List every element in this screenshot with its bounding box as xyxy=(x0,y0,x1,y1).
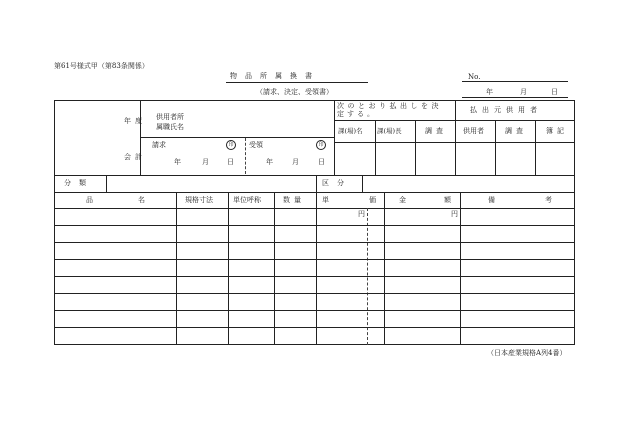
table-row xyxy=(54,225,575,226)
table-row xyxy=(54,259,575,260)
unit-price-yen: 円 xyxy=(358,210,365,218)
col-quantity: 数量 xyxy=(283,196,305,204)
user-name-label: 属職氏名 xyxy=(156,123,184,131)
date-year: 年 xyxy=(486,88,493,96)
receipt-day: 日 xyxy=(318,158,325,166)
inspection-label: 調査 xyxy=(425,127,447,135)
table-row xyxy=(54,327,575,328)
user-label: 供用者 xyxy=(463,127,484,135)
request-label: 請求 xyxy=(152,141,166,149)
user-dept-label: 供用者所 xyxy=(156,113,184,121)
col-remarks: 備考 xyxy=(488,196,602,204)
decision-text-1: 次のとおり払出しを決 xyxy=(337,102,442,110)
request-year: 年 xyxy=(174,158,181,166)
ka-name-label: 課(場)名 xyxy=(338,127,363,135)
amount-yen: 円 xyxy=(451,210,458,218)
nendo-label: 年度 xyxy=(124,117,146,125)
request-day: 日 xyxy=(227,158,234,166)
receipt-year: 年 xyxy=(266,158,273,166)
ka-chief-label: 課(場)長 xyxy=(377,127,402,135)
date-month: 月 xyxy=(520,88,527,96)
receipt-seal: 印 xyxy=(316,140,326,150)
form-subtitle: （請求、決定、受領書） xyxy=(256,88,333,96)
request-month: 月 xyxy=(202,158,209,166)
receipt-label: 受領 xyxy=(249,141,263,149)
decision-text-2: 定する。 xyxy=(337,110,377,118)
kubun-label: 区分 xyxy=(322,179,352,187)
number-label: No. xyxy=(468,73,481,81)
col-unit: 単位呼称 xyxy=(233,196,261,204)
kaikei-label: 会計 xyxy=(124,153,146,161)
form-number: 第61号様式甲（第83条関係） xyxy=(54,62,149,70)
date-day: 日 xyxy=(551,88,558,96)
col-amount: 金額 xyxy=(399,196,489,204)
col-spec: 規格寸法 xyxy=(185,196,213,204)
inspection-label-2: 調査 xyxy=(505,127,527,135)
table-row xyxy=(54,293,575,294)
col-unit-price: 単価 xyxy=(322,196,416,204)
receipt-month: 月 xyxy=(292,158,299,166)
col-item-name: 品名 xyxy=(86,196,190,204)
issuing-user-label: 払出元供用者 xyxy=(470,106,542,114)
bookkeeping-label: 簿記 xyxy=(546,127,568,135)
form-title: 物品所属換書 xyxy=(230,72,320,80)
bunrui-label: 分類 xyxy=(64,179,94,187)
table-row xyxy=(54,310,575,311)
request-seal: 印 xyxy=(226,140,236,150)
footer-note: （日本産業規格A列4番） xyxy=(487,349,567,357)
table-row xyxy=(54,276,575,277)
table-row xyxy=(54,242,575,243)
